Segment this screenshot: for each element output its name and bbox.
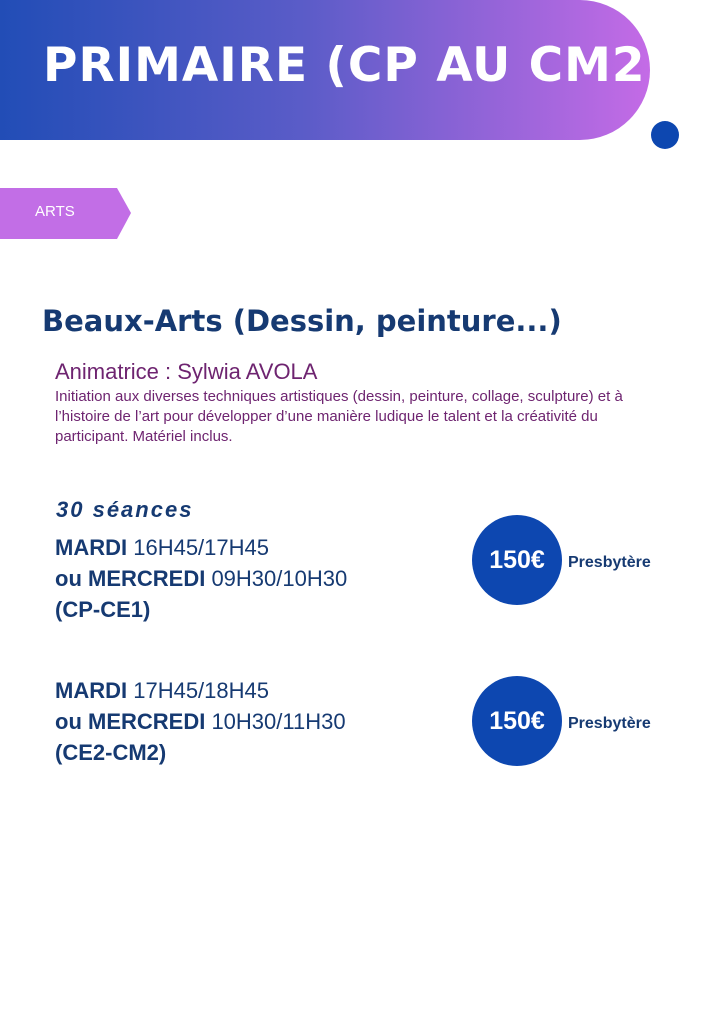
schedule-day: MARDI (55, 678, 128, 703)
schedule-level: (CP-CE1) (55, 597, 151, 622)
location-label: Presbytère (568, 554, 651, 571)
course-description: Initiation aux diverses techniques artistiques (dessin, peinture, collage, sculpture) et à l’histoire de l’art pour développer d’une manière ludique le talent et la créativité du participant. Matériel inclus. (55, 388, 623, 445)
schedule-slot (55, 675, 346, 768)
schedule-day: MARDI (55, 535, 128, 560)
schedule-time: 17H45/18H45 (127, 678, 269, 703)
course-title: Beaux-Arts (Dessin, peinture...) (42, 304, 562, 338)
category-label: ARTS (35, 203, 75, 220)
accent-dot (651, 121, 679, 149)
price-badge: 150€ (472, 515, 562, 605)
schedule-time: 10H30/11H30 (205, 709, 346, 734)
location-label: Presbytère (568, 715, 651, 732)
schedule-line (55, 563, 347, 594)
instructor-name: Animatrice : Sylwia AVOLA (55, 359, 318, 384)
schedule-day: ou MERCREDI (55, 566, 206, 591)
page-title: PRIMAIRE (CP AU CM2) (43, 38, 669, 93)
schedule-time: 09H30/10H30 (205, 566, 348, 591)
price-badge: 150€ (472, 676, 562, 766)
schedule-level: (CE2-CM2) (55, 740, 167, 765)
schedule-time: 16H45/17H45 (127, 535, 269, 560)
schedule-line (55, 675, 346, 706)
schedule-day: ou MERCREDI (55, 709, 206, 734)
schedule-slot (55, 532, 347, 625)
schedule-line (55, 532, 347, 563)
session-count: 30 séances (56, 497, 194, 522)
schedule-line (55, 706, 346, 737)
